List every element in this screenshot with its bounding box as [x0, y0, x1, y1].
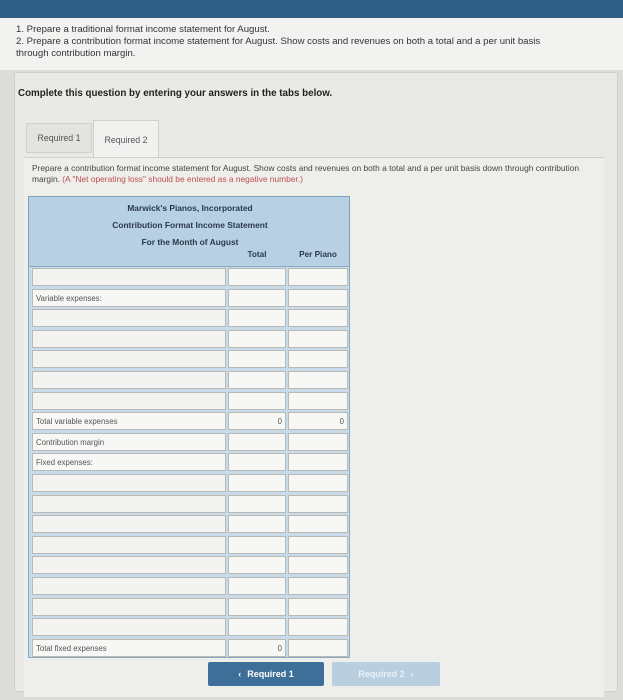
table-row: [28, 350, 350, 368]
row-label-input[interactable]: Total fixed expenses: [32, 639, 226, 657]
tab-required-2[interactable]: Required 2: [93, 120, 159, 158]
row-total-input[interactable]: [228, 474, 286, 492]
row-label-input[interactable]: [32, 474, 226, 492]
table-row: [28, 598, 350, 616]
table-row: [28, 289, 350, 307]
row-per-piano-input[interactable]: [288, 453, 348, 471]
table-row: [28, 330, 350, 348]
row-label-input[interactable]: [32, 556, 226, 574]
instruction-note: (A "Net operating loss" should be entered as a negative number.): [62, 174, 303, 184]
row-per-piano-input[interactable]: [288, 536, 348, 554]
row-label-input[interactable]: [32, 536, 226, 554]
table-row: [28, 495, 350, 513]
row-label-input[interactable]: [32, 618, 226, 636]
row-per-piano-input[interactable]: [288, 350, 348, 368]
row-per-piano-input[interactable]: [288, 371, 348, 389]
row-per-piano-input[interactable]: [288, 556, 348, 574]
row-label-input[interactable]: [32, 330, 226, 348]
instruction-text: Prepare a contribution format income statement for August. Show costs and revenues on both a total and a per unit basis down through contribution margin.: [32, 163, 580, 184]
row-label-input[interactable]: Fixed expenses:: [32, 453, 226, 471]
table-row: [28, 309, 350, 327]
company-name: Marwick's Pianos, Incorporated: [127, 203, 253, 213]
row-label-input[interactable]: Total variable expenses: [32, 412, 226, 430]
row-total-input[interactable]: [228, 350, 286, 368]
col-header-per-piano: Per Piano: [299, 250, 337, 259]
row-per-piano-input[interactable]: [288, 433, 348, 451]
question-intro: [0, 18, 623, 70]
row-per-piano-input[interactable]: [288, 515, 348, 533]
row-per-piano-input[interactable]: [288, 330, 348, 348]
row-total-input[interactable]: [228, 556, 286, 574]
row-label-input[interactable]: [32, 309, 226, 327]
app-header: [0, 0, 623, 18]
tab-required-1[interactable]: Required 1: [26, 123, 92, 153]
row-label-input[interactable]: [32, 515, 226, 533]
row-total-input[interactable]: 0: [228, 412, 286, 430]
row-label-input[interactable]: [32, 268, 226, 286]
row-total-input[interactable]: [228, 598, 286, 616]
table-row: [28, 433, 350, 451]
prev-button-label: Required 1: [247, 669, 294, 679]
intro-line-2: 2. Prepare a contribution format income statement for August. Show costs and revenues on both a total and a per unit basis: [16, 36, 541, 47]
row-total-input[interactable]: [228, 515, 286, 533]
row-total-input[interactable]: [228, 495, 286, 513]
row-label-input[interactable]: [32, 598, 226, 616]
table-row: [28, 536, 350, 554]
table-row: [28, 268, 350, 286]
table-row: [28, 371, 350, 389]
table-row: [28, 556, 350, 574]
table-row: [28, 618, 350, 636]
row-total-input[interactable]: [228, 268, 286, 286]
intro-line-3: through contribution margin.: [16, 48, 136, 59]
row-per-piano-input[interactable]: [288, 474, 348, 492]
table-row: [28, 412, 350, 430]
row-per-piano-input[interactable]: [288, 639, 348, 657]
row-total-input[interactable]: [228, 371, 286, 389]
statement-title: Contribution Format Income Statement: [112, 220, 268, 230]
row-per-piano-input[interactable]: [288, 268, 348, 286]
row-per-piano-input[interactable]: 0: [288, 412, 348, 430]
row-total-input[interactable]: [228, 330, 286, 348]
prev-required-1-button[interactable]: [208, 662, 324, 686]
row-per-piano-input[interactable]: [288, 577, 348, 595]
row-total-input[interactable]: [228, 433, 286, 451]
table-row: [28, 577, 350, 595]
row-label-input[interactable]: [32, 577, 226, 595]
row-per-piano-input[interactable]: [288, 598, 348, 616]
row-total-input[interactable]: [228, 392, 286, 410]
chevron-right-icon: ›: [410, 669, 414, 679]
row-label-input[interactable]: [32, 392, 226, 410]
row-label-input[interactable]: [32, 495, 226, 513]
table-row: [28, 639, 350, 657]
statement-period: For the Month of August: [141, 237, 239, 247]
row-total-input[interactable]: 0: [228, 639, 286, 657]
next-button-label: Required 2: [358, 669, 405, 679]
table-row: [28, 515, 350, 533]
row-total-input[interactable]: [228, 453, 286, 471]
row-total-input[interactable]: [228, 618, 286, 636]
intro-line-1: 1. Prepare a traditional format income statement for August.: [16, 24, 270, 35]
row-total-input[interactable]: [228, 536, 286, 554]
row-label-input[interactable]: [32, 350, 226, 368]
table-row: [28, 453, 350, 471]
row-per-piano-input[interactable]: [288, 289, 348, 307]
row-total-input[interactable]: [228, 309, 286, 327]
row-per-piano-input[interactable]: [288, 618, 348, 636]
chevron-left-icon: ‹: [238, 669, 242, 679]
complete-instruction: Complete this question by entering your answers in the tabs below.: [18, 88, 333, 99]
row-label-input[interactable]: Variable expenses:: [32, 289, 226, 307]
row-per-piano-input[interactable]: [288, 392, 348, 410]
row-total-input[interactable]: [228, 289, 286, 307]
row-total-input[interactable]: [228, 577, 286, 595]
table-row: [28, 392, 350, 410]
next-required-2-button[interactable]: [332, 662, 440, 686]
row-label-input[interactable]: Contribution margin: [32, 433, 226, 451]
col-header-total: Total: [247, 250, 267, 259]
row-label-input[interactable]: [32, 371, 226, 389]
tab-instruction: [32, 163, 598, 185]
table-row: [28, 474, 350, 492]
row-per-piano-input[interactable]: [288, 495, 348, 513]
row-per-piano-input[interactable]: [288, 309, 348, 327]
